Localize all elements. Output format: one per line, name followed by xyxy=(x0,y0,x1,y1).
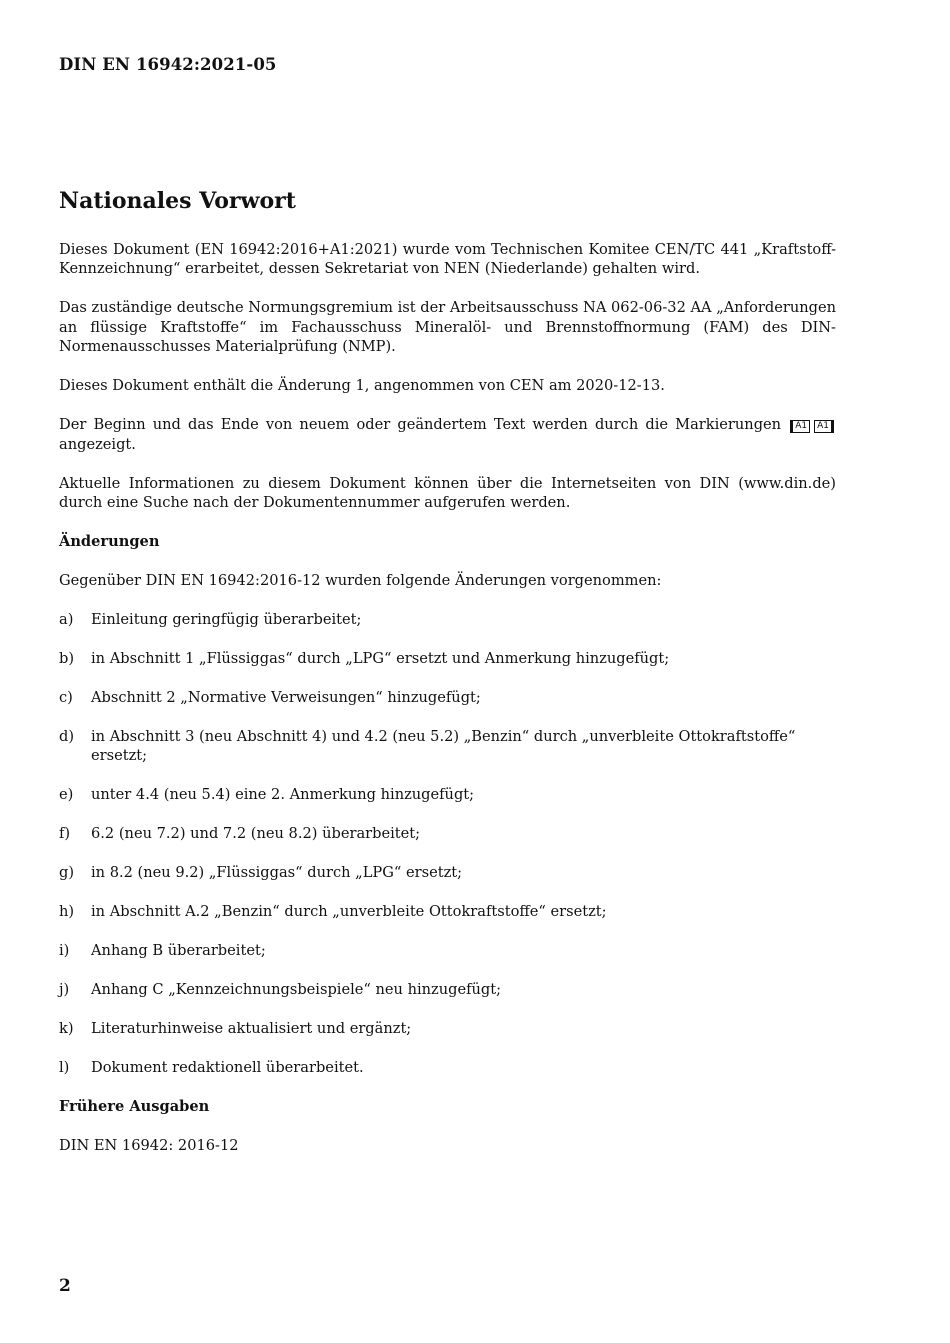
list-item xyxy=(59,649,836,668)
list-item xyxy=(59,1019,836,1038)
list-item-letter: h) xyxy=(59,903,75,921)
list-item-letter: e) xyxy=(59,786,74,804)
amendment-end-marker-icon: A1 xyxy=(814,420,834,433)
list-item-text: Einleitung geringfügig überarbeitet; xyxy=(91,611,362,629)
paragraph-markers-tail: angezeigt. xyxy=(59,435,136,453)
list-item-letter: f) xyxy=(59,825,71,843)
list-item xyxy=(59,941,836,960)
previous-editions-heading: Frühere Ausgaben xyxy=(59,1098,210,1116)
list-item-text: in 8.2 (neu 9.2) „Flüssiggas“ durch „LPG“ ersetzt; xyxy=(91,864,463,882)
amendment-start-marker-icon: A1 xyxy=(790,420,810,433)
list-item-text: in Abschnitt A.2 „Benzin“ durch „unverbleite Ottokraftstoffe“ ersetzt; xyxy=(91,903,607,921)
list-item-text: Anhang C „Kennzeichnungsbeispiele“ neu hinzugefügt; xyxy=(91,981,502,999)
list-item-letter: d) xyxy=(59,728,75,746)
list-item-text: in Abschnitt 1 „Flüssiggas“ durch „LPG“ ersetzt und Anmerkung hinzugefügt; xyxy=(91,650,670,668)
list-item-letter: i) xyxy=(59,942,70,960)
main-content xyxy=(59,240,836,1175)
list-item-letter: c) xyxy=(59,689,73,707)
changes-intro: Gegenüber DIN EN 16942:2016-12 wurden folgende Änderungen vorgenommen: xyxy=(59,572,662,590)
list-item-letter: g) xyxy=(59,864,75,882)
paragraph-national-body: Das zuständige deutsche Normungsgremium ist der Arbeitsausschuss NA 062-06-32 AA „Anforderungen an flüssige Kraftstoffe“ im Fachausschuss Mineralöl- und Brennstoffnormung (FAM) des DIN-Normenausschusses Materialprüfung (NMP). xyxy=(59,299,837,356)
paragraph-info: Aktuelle Informationen zu diesem Dokument können über die Internetseiten von DIN (www.din.de) durch eine Suche nach der Dokumentennummer aufgerufen werden. xyxy=(59,474,836,512)
changes-heading: Änderungen xyxy=(59,533,160,551)
list-item xyxy=(59,902,836,921)
list-item-text: Abschnitt 2 „Normative Verweisungen“ hinzugefügt; xyxy=(91,689,481,707)
list-item-text: in Abschnitt 3 (neu Abschnitt 4) und 4.2 (neu 5.2) „Benzin“ durch „unverbleite Ottokraftstoffe“ ersetzt; xyxy=(91,728,796,765)
list-item-text: Anhang B überarbeitet; xyxy=(91,942,266,960)
list-item-text: Literaturhinweise aktualisiert und ergänzt; xyxy=(91,1020,412,1038)
page-title: Nationales Vorwort xyxy=(59,188,296,214)
list-item xyxy=(59,863,836,882)
changes-list xyxy=(59,610,836,1078)
list-item xyxy=(59,1058,836,1077)
list-item-letter: l) xyxy=(59,1059,70,1077)
list-item-text: Dokument redaktionell überarbeitet. xyxy=(91,1059,364,1077)
paragraph-amendment: Dieses Dokument enthält die Änderung 1, angenommen von CEN am 2020-12-13. xyxy=(59,377,665,395)
list-item xyxy=(59,688,836,707)
list-item xyxy=(59,727,836,766)
list-item-text: unter 4.4 (neu 5.4) eine 2. Anmerkung hinzugefügt; xyxy=(91,786,475,804)
page-number: 2 xyxy=(59,1276,71,1296)
paragraph-markers-text: Der Beginn und das Ende von neuem oder geändertem Text werden durch die Markierungen xyxy=(59,416,782,434)
previous-editions-text: DIN EN 16942: 2016-12 xyxy=(59,1137,239,1155)
list-item xyxy=(59,980,836,999)
list-item xyxy=(59,610,836,629)
list-item-letter: a) xyxy=(59,611,74,629)
paragraph-markers xyxy=(59,415,836,454)
paragraph-committee: Dieses Dokument (EN 16942:2016+A1:2021) wurde vom Technischen Komitee CEN/TC 441 „Kraftstoff-Kennzeichnung“ erarbeitet, dessen Sekretariat von NEN (Niederlande) gehalten wird. xyxy=(59,241,836,278)
list-item-letter: k) xyxy=(59,1020,74,1038)
list-item-letter: b) xyxy=(59,650,75,668)
list-item xyxy=(59,824,836,843)
document-id-header: DIN EN 16942:2021-05 xyxy=(59,55,277,74)
list-item xyxy=(59,785,836,804)
list-item-text: 6.2 (neu 7.2) und 7.2 (neu 8.2) überarbeitet; xyxy=(91,825,421,843)
list-item-letter: j) xyxy=(59,981,70,999)
